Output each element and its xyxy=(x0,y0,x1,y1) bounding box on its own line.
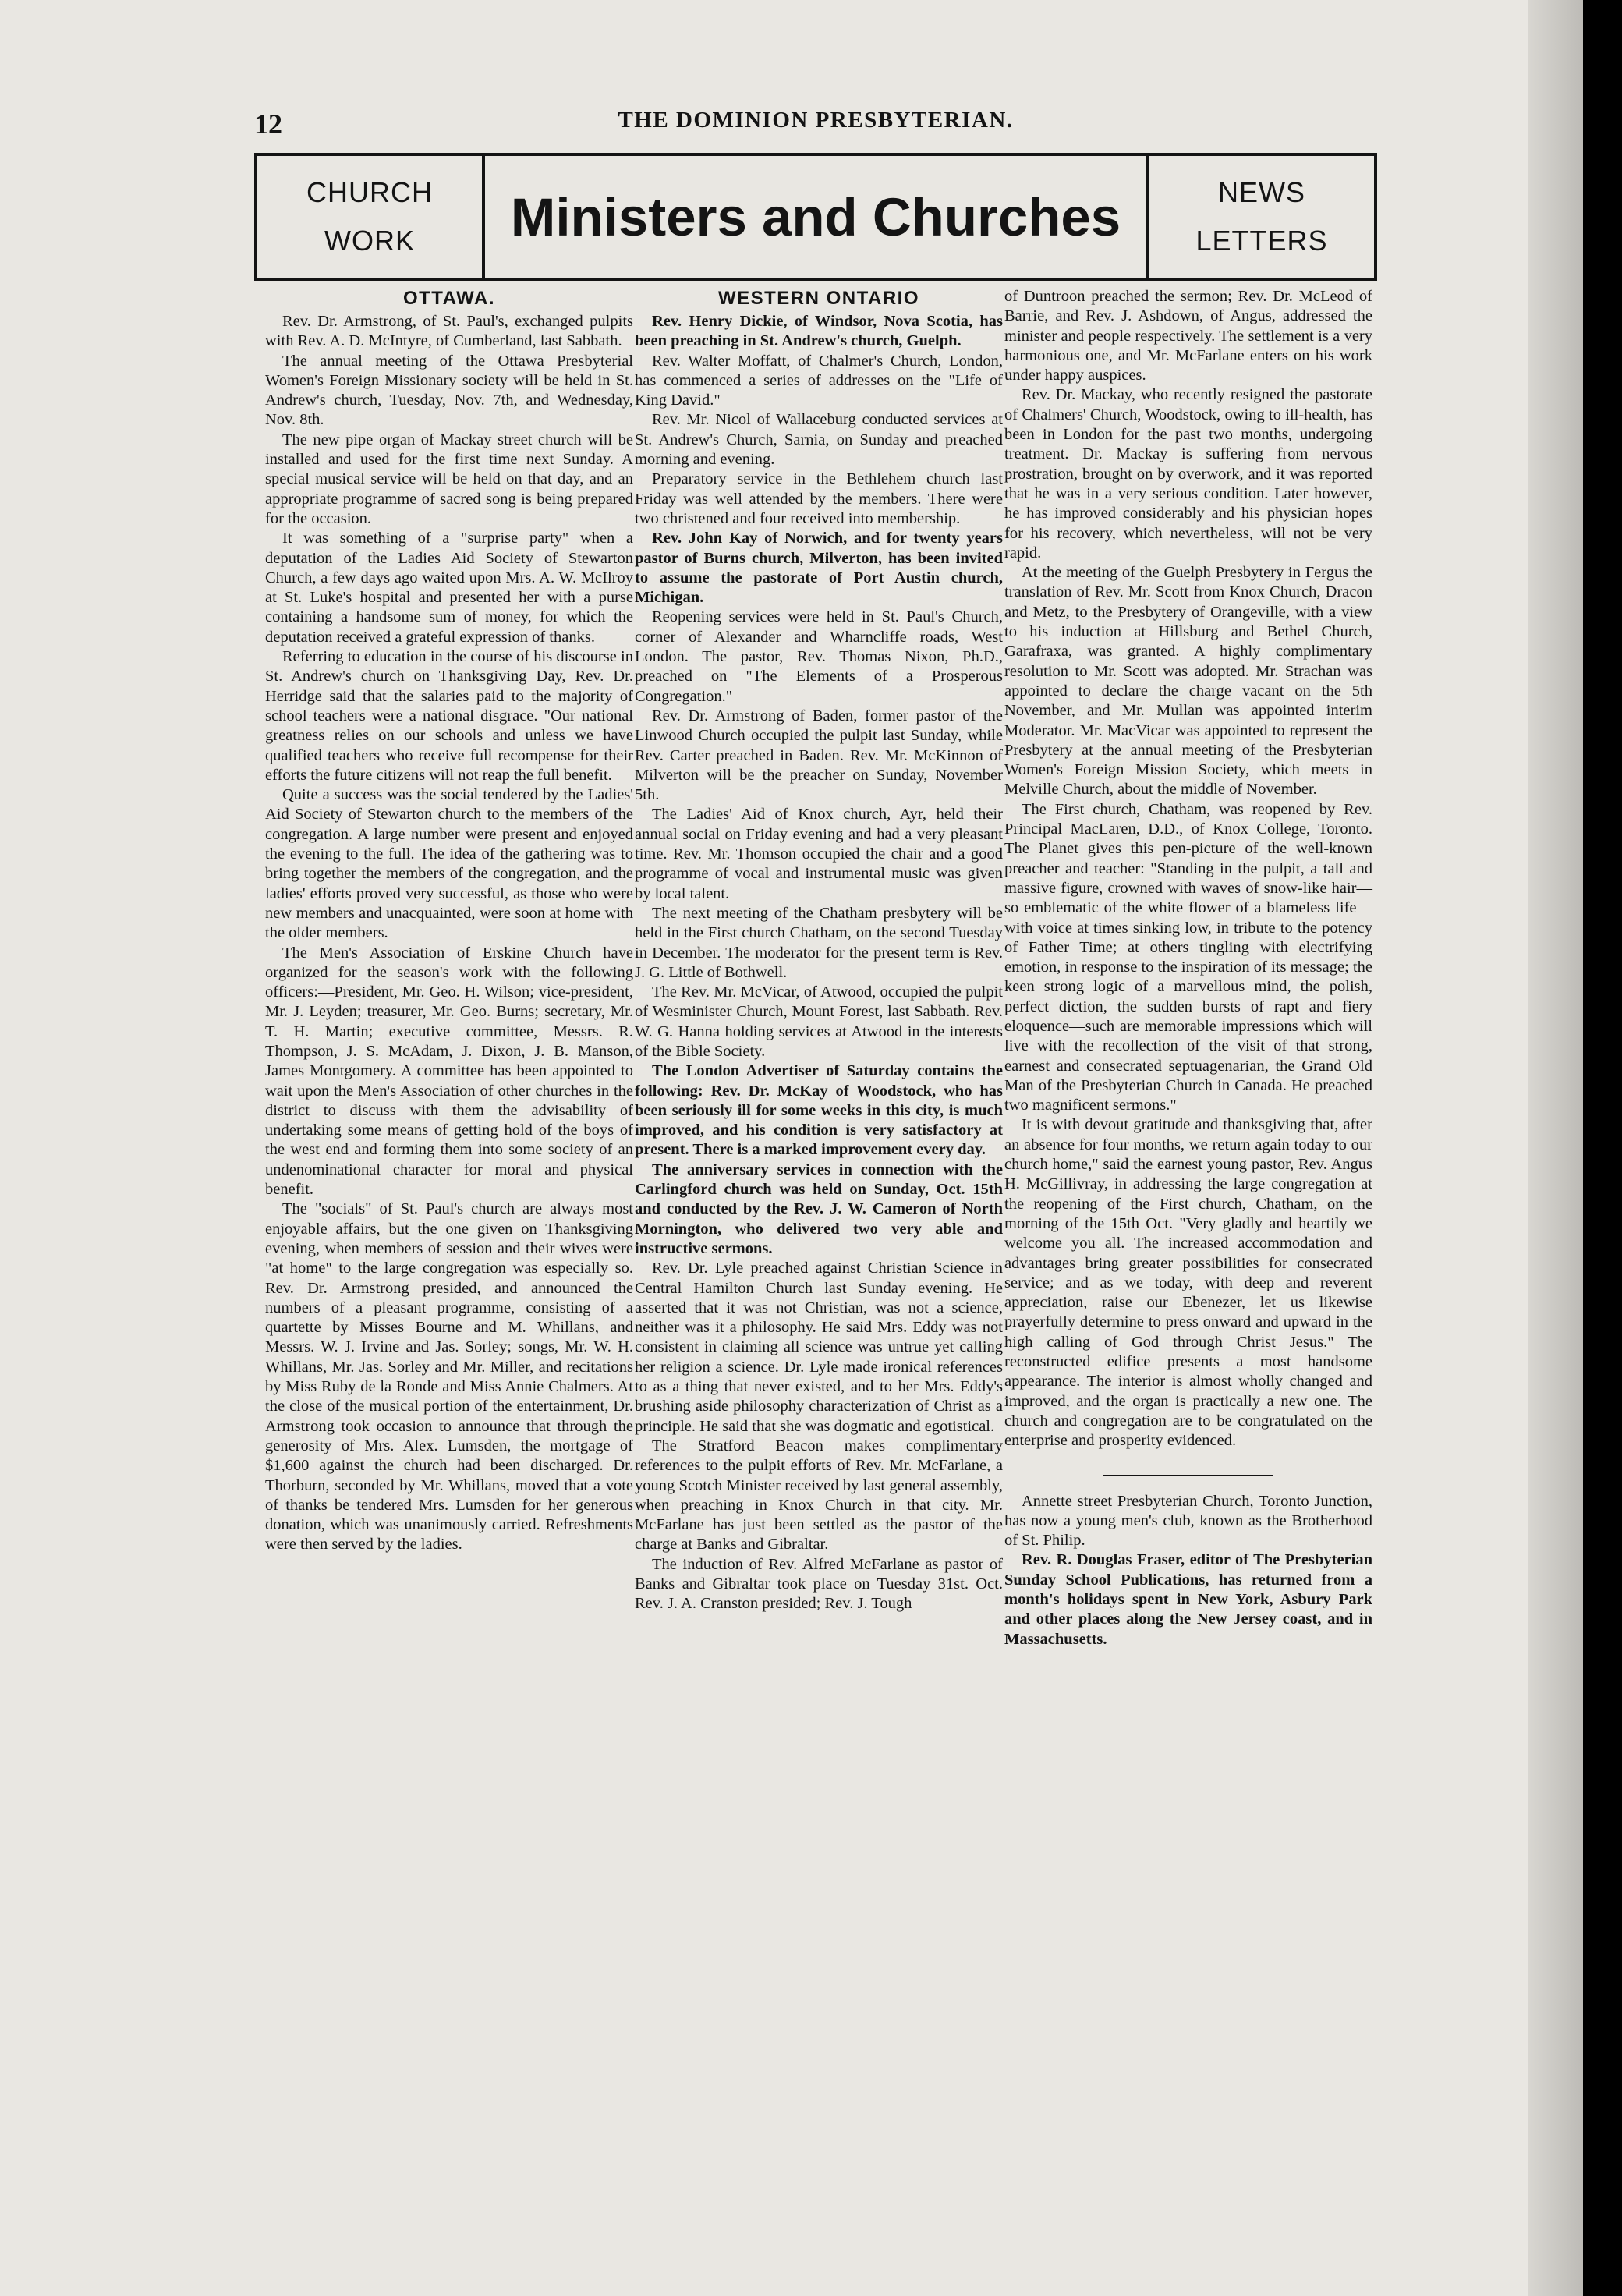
news-item: Reopening services were held in St. Paul's Church, corner of Alexander and Wharncliffe roads, West London. The pastor, Rev. Thomas Nixon, Ph.D., preached on "The Elements of a Prosperous Congregation." xyxy=(635,608,1003,705)
column-western-ontario xyxy=(635,287,1003,2206)
column-heading: OTTAWA. xyxy=(402,288,496,309)
news-item: Rev. Dr. Armstrong of Baden, former pastor of the Linwood Church occupied the pulpit last Sunday, while Rev. Carter preached in Baden. Rev. Mr. McKinnon of Milverton will be the preacher on Sunday, November 5th. xyxy=(635,707,1003,804)
news-item: The Men's Association of Erskine Church have organized for the season's work with the following officers:—President, Mr. Geo. H. Wilson; vice-president, Mr. J. Leyden; treasurer, Mr. Geo. Burns; secretary, Mr. T. H. Martin; executive committee, Messrs. R. Thompson, J. S. McAdam, J. Dixon, J. B. Manson, James Montgomery. A committee has been appointed to wait upon the Men's Association of other churches in the district to discuss with them the advisability of undertaking some means of getting hold of the boys of the west end and forming them into some society of an undenominational character for moral and physical benefit. xyxy=(265,944,633,1199)
news-item: The new pipe organ of Mackay street church will be installed and used for the first time next Sunday. A special musical service will be held on that day, and an appropriate programme of sacred song is being prepared for the occasion. xyxy=(265,430,633,527)
banner-right-line-2: LETTERS xyxy=(1195,225,1328,257)
news-item: The next meeting of the Chatham presbytery will be held in the First church Chatham, on the second Tuesday in December. The moderator for the present term is Rev. J. G. Little of Bothwell. xyxy=(635,904,1003,981)
news-item: Rev. Walter Moffatt, of Chalmer's Church, London, has commenced a series of addresses on the "Life of King David." xyxy=(635,352,1003,409)
banner-left-box xyxy=(257,156,485,278)
news-item: It is with devout gratitude and thanksgiving that, after an absence for four months, we return again today to our church home," said the earnest young pastor, Rev. Angus H. McGillivray, in addressing the large congregation at the reopening of the First church, Chatham, on the morning of the 15th Oct. "Very gladly and heartily we welcome you all. The increased accommodation and advantages bring greater possibilities for consecrated service; and as we today, with deep and reverent appreciation, raise our Ebenezer, let us likewise prayerfully determine to press onward and upward in the high calling of God through Christ Jesus." The reconstructed edifice presents a most handsome appearance. The interior is almost wholly changed and improved, and the organ is practically a new one. The church and congregation are to be congratulated on the enterprise and prosperity evidenced. xyxy=(1004,1116,1372,1450)
news-item: The Ladies' Aid of Knox church, Ayr, held their annual social on Friday evening and had a very pleasant time. Rev. Mr. Thomson occupied the chair and a good programme of vocal and instrumental music was given by local talent. xyxy=(635,806,1003,902)
news-item: Rev. Dr. Mackay, who recently resigned the pastorate of Chalmers' Church, Woodstock, owing to ill-health, has been in London for the past two months, undergoing treatment. Dr. Mackay is suffering from nervous prostration, brought on by overwork, and it was reported that he was in a very serious condition. Later however, he has improved considerably and his physician hopes for his recovery, which nevertheless, will not be very rapid. xyxy=(1004,386,1372,562)
section-divider xyxy=(1103,1475,1273,1476)
news-item: The "socials" of St. Paul's church are always most enjoyable affairs, but the one given on Thanksgiving evening, when members of session and their wives were "at home" to the large congregation was especially so. Rev. Dr. Armstrong presided, and announced the numbers of a pleasant programme, consisting of a quartette by Misses Bourne and M. Whillans, and Messrs. W. J. Irvine and Jas. Sorley; songs, Mr. W. H. Whillans, Mr. Jas. Sorley and Mr. Miller, and recitations by Miss Ruby de la Ronde and Miss Annie Chalmers. At the close of the musical portion of the entertainment, Dr. Armstrong took occasion to announce that through the generosity of Mrs. Alex. Lumsden, the mortgage of $1,600 against the church had been discharged. Dr. Thorburn, seconded by Mr. Whillans, moved that a vote of thanks be tendered Mrs. Lumsden for her generous donation, which was unanimously carried. Refreshments were then served by the ladies. xyxy=(265,1200,633,1554)
banner-right-line-1: NEWS xyxy=(1218,176,1305,208)
banner-left-line-1: CHURCH xyxy=(306,176,433,208)
news-item: At the meeting of the Guelph Presbytery in Fergus the translation of Rev. Mr. Scott from Knox Church, Dracon and Metz, to the Presbytery of Orangeville, with a view to his induction at Hillsburg and Bethel Church, Garafraxa, was granted. A highly complimentary resolution to Mr. Scott was adopted. Mr. Strachan was appointed to declare the charge vacant on the 5th November, and Mr. Mullan was appointed interim Moderator. Mr. MacVicar was appointed to represent the Presbytery at the annual meeting of the Presbyterian Women's Foreign Mission Society, which meets in Melville Church, about the middle of November. xyxy=(1004,564,1372,799)
news-item: Annette street Presbyterian Church, Toronto Junction, has now a young men's club, known as the Brotherhood of St. Philip. xyxy=(1004,1492,1372,1550)
news-item: Rev. Henry Dickie, of Windsor, Nova Scotia, has been preaching in St. Andrew's church, Guelph. xyxy=(635,313,1003,350)
news-item: Rev. John Kay of Norwich, and for twenty years pastor of Burns church, Milverton, has been invited to assume the pastorate of Port Austin church, Michigan. xyxy=(635,530,1003,607)
section-banner xyxy=(254,153,1377,281)
news-item: The Stratford Beacon makes complimentary references to the pulpit efforts of Rev. Mr. McFarlane, a young Scotch Minister received by last general assembly, when preaching in Knox Church in that city. Mr. McFarlane has just been settled as the pastor of the charge at Banks and Gibraltar. xyxy=(635,1437,1003,1554)
news-item: It was something of a "surprise party" when a deputation of the Ladies Aid Society of Stewarton Church, a few days ago waited upon Mrs. A. W. McIlroy at St. Luke's hospital and presented her with a purse containing a handsome sum of money, for which the deputation received a grateful expression of thanks. xyxy=(265,530,633,646)
running-head xyxy=(254,108,1377,142)
news-item: The anniversary services in connection with the Carlingford church was held on Sunday, Oct. 15th and conducted by the Rev. J. W. Cameron of North Mornington, who delivered two very able and instructive sermons. xyxy=(635,1160,1003,1257)
news-item: The London Advertiser of Saturday contains the following: Rev. Dr. McKay of Woodstock, who has been seriously ill for some weeks in this city, is much improved, and his condition is very satisfactory at present. There is a marked improvement every day. xyxy=(635,1062,1003,1159)
news-item: The Rev. Mr. McVicar, of Atwood, occupied the pulpit of Wesminister Church, Mount Forest, last Sabbath. Rev. W. G. Hanna holding services at Atwood in the interests of the Bible Society. xyxy=(635,983,1003,1060)
news-item: Referring to education in the course of his discourse in St. Andrew's church on Thanksgiving Day, Rev. Dr. Herridge said that the salaries paid to the majority of school teachers were a national disgrace. "Our national greatness relies on our schools and unless we have qualified teachers who receive full recompense for their efforts the future citizens will not reap the full benefit. xyxy=(265,648,633,784)
news-item: The induction of Rev. Alfred McFarlane as pastor of Banks and Gibraltar took place on Tuesday 31st. Oct. Rev. J. A. Cranston presided; Rev. J. Tough xyxy=(635,1555,1003,1613)
news-item: Preparatory service in the Bethlehem church last Friday was well attended by the members. There were two christened and four received into membership. xyxy=(635,470,1003,527)
journal-title: THE DOMINION PRESBYTERIAN. xyxy=(618,108,1014,133)
banner-right-box xyxy=(1149,156,1374,278)
page-number: 12 xyxy=(254,108,282,140)
column-continued xyxy=(1004,287,1372,2206)
news-item: Rev. Dr. Lyle preached against Christian Science in Central Hamilton Church last Sunday evening. He asserted that it was not Christian, was not a science, neither was it a philosophy. He said Mrs. Eddy was not consistent in claiming all science was untrue yet calling her religion a science. Dr. Lyle made ironical references to as a thing that never existed, and to her Mrs. Eddy's brushing aside philosophy characterization of Christ as a principle. He said that she was dogmatic and egotistical. xyxy=(635,1260,1003,1435)
news-item: The annual meeting of the Ottawa Presbyterial Women's Foreign Missionary society will be held in St. Andrew's church, Tuesday, Nov. 7th, and Wednesday, Nov. 8th. xyxy=(265,352,633,429)
news-item: Rev. Dr. Armstrong, of St. Paul's, exchanged pulpits with Rev. A. D. McIntyre, of Cumberland, last Sabbath. xyxy=(265,313,633,350)
news-item: Rev. Mr. Nicol of Wallaceburg conducted services at St. Andrew's Church, Sarnia, on Sunday and preached morning and evening. xyxy=(635,411,1003,469)
news-item: of Duntroon preached the sermon; Rev. Dr. McLeod of Barrie, and Rev. J. Ashdown, of Angus, addressed the minister and people respectively. The settlement is a very harmonious one, and Mr. McFarlane enters on his work under happy auspices. xyxy=(1004,288,1372,384)
section-title: Ministers and Churches xyxy=(485,156,1149,278)
column-ottawa xyxy=(265,287,633,2206)
news-item: The First church, Chatham, was reopened by Rev. Principal MacLaren, D.D., of Knox College, Toronto. The Planet gives this pen-picture of the well-known preacher and teacher: "Standing in the pulpit, a tall and massive figure, crowned with waves of snow-like hair—so emblematic of the white flower of a blameless life—with voice at times sinking low, in tribute to the potency of Father Time; at others tingling with electrifying emotion, in response to the inspiration of its message; the keen strong logic of a marvellous mind, the polish, perfect diction, the sudden bursts of rapt and fiery eloquence—such are memorable impressions which will live with the recollection of the visit of that strong, earnest and consecrated septuagenarian, the Grand Old Man of the Presbyterian Church in Canada. He preached two magnificent sermons." xyxy=(1004,800,1372,1114)
news-item: Rev. R. Douglas Fraser, editor of The Presbyterian Sunday School Publications, has returned from a month's holidays spent in New York, Asbury Park and other places along the New Jersey coast, and in Massachusetts. xyxy=(1004,1551,1372,1648)
column-heading: WESTERN ONTARIO xyxy=(717,288,920,309)
news-item: Quite a success was the social tendered by the Ladies' Aid Society of Stewarton church to the members of the congregation. A large number were present and enjoyed the evening to the full. The idea of the gathering was to bring together the members of the congregation, and the ladies' efforts proved very successful, as those who were new members and unacquainted, were soon at home with the older members. xyxy=(265,786,633,942)
banner-left-line-2: WORK xyxy=(324,225,415,257)
article-columns xyxy=(265,287,1372,2206)
